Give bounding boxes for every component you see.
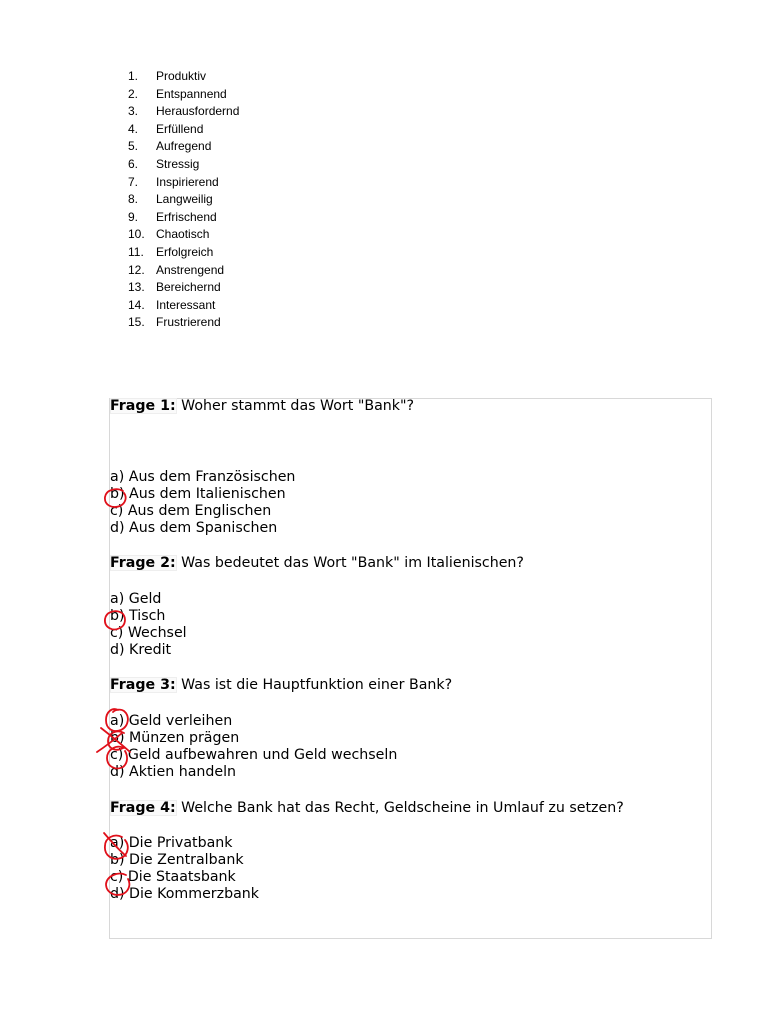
list-item: 1. Produktiv <box>128 69 207 83</box>
list-item: 2. Entspannend <box>128 86 227 101</box>
option-4c: c) Die Staatsbank <box>110 869 236 885</box>
list-item: 7. Inspirierend <box>128 174 219 189</box>
list-item: 5. Aufregend <box>128 139 212 154</box>
option-2d: d) Kredit <box>110 642 172 658</box>
option-1d: d) Aus dem Spanischen <box>110 520 278 536</box>
question-label: Frage 2: <box>110 555 176 571</box>
list-item: 4. Erfüllend <box>128 121 204 136</box>
option-4b: b) Die Zentralbank <box>110 852 244 868</box>
question-text: Woher stammt das Wort "Bank"? <box>176 398 415 414</box>
question-1 <box>110 398 414 415</box>
option-3d: d) Aktien handeln <box>110 764 237 780</box>
list-item: 9. Erfrischend <box>128 209 217 224</box>
question-3 <box>110 677 452 694</box>
option-3a: a) Geld verleihen <box>110 713 233 729</box>
question-text: Was ist die Hauptfunktion einer Bank? <box>176 677 453 693</box>
question-text: Was bedeutet das Wort "Bank" im Italienischen? <box>176 555 524 571</box>
list-item: 12. Anstrengend <box>128 262 225 277</box>
question-label: Frage 3: <box>110 677 176 693</box>
option-2c: c) Wechsel <box>110 625 187 641</box>
option-3b: b) Münzen prägen <box>110 730 240 746</box>
question-label: Frage 1: <box>110 398 176 414</box>
option-4d: d) Die Kommerzbank <box>110 886 259 902</box>
option-1c: c) Aus dem Englischen <box>110 503 272 519</box>
list-item: 6. Stressig <box>128 156 200 171</box>
option-1b: b) Aus dem Italienischen <box>110 486 286 502</box>
question-text: Welche Bank hat das Recht, Geldscheine in Umlauf zu setzen? <box>176 800 624 816</box>
list-item: 10. Chaotisch <box>128 227 210 242</box>
option-4a: a) Die Privatbank <box>110 835 233 851</box>
list-item: 3. Herausfordernd <box>128 104 240 119</box>
list-item: 13. Bereichernd <box>128 280 221 295</box>
option-2a: a) Geld <box>110 591 162 607</box>
option-1a: a) Aus dem Französischen <box>110 469 296 485</box>
adjective-list <box>128 68 239 332</box>
question-2 <box>110 555 524 572</box>
list-item: 11. Erfolgreich <box>128 244 214 259</box>
option-3c: c) Geld aufbewahren und Geld wechseln <box>110 747 398 763</box>
list-item: 8. Langweilig <box>128 192 213 207</box>
question-label: Frage 4: <box>110 800 176 816</box>
list-item: 15. Frustrierend <box>128 315 221 330</box>
list-item: 14. Interessant <box>128 297 216 312</box>
question-4 <box>110 800 624 817</box>
option-2b: b) Tisch <box>110 608 166 624</box>
